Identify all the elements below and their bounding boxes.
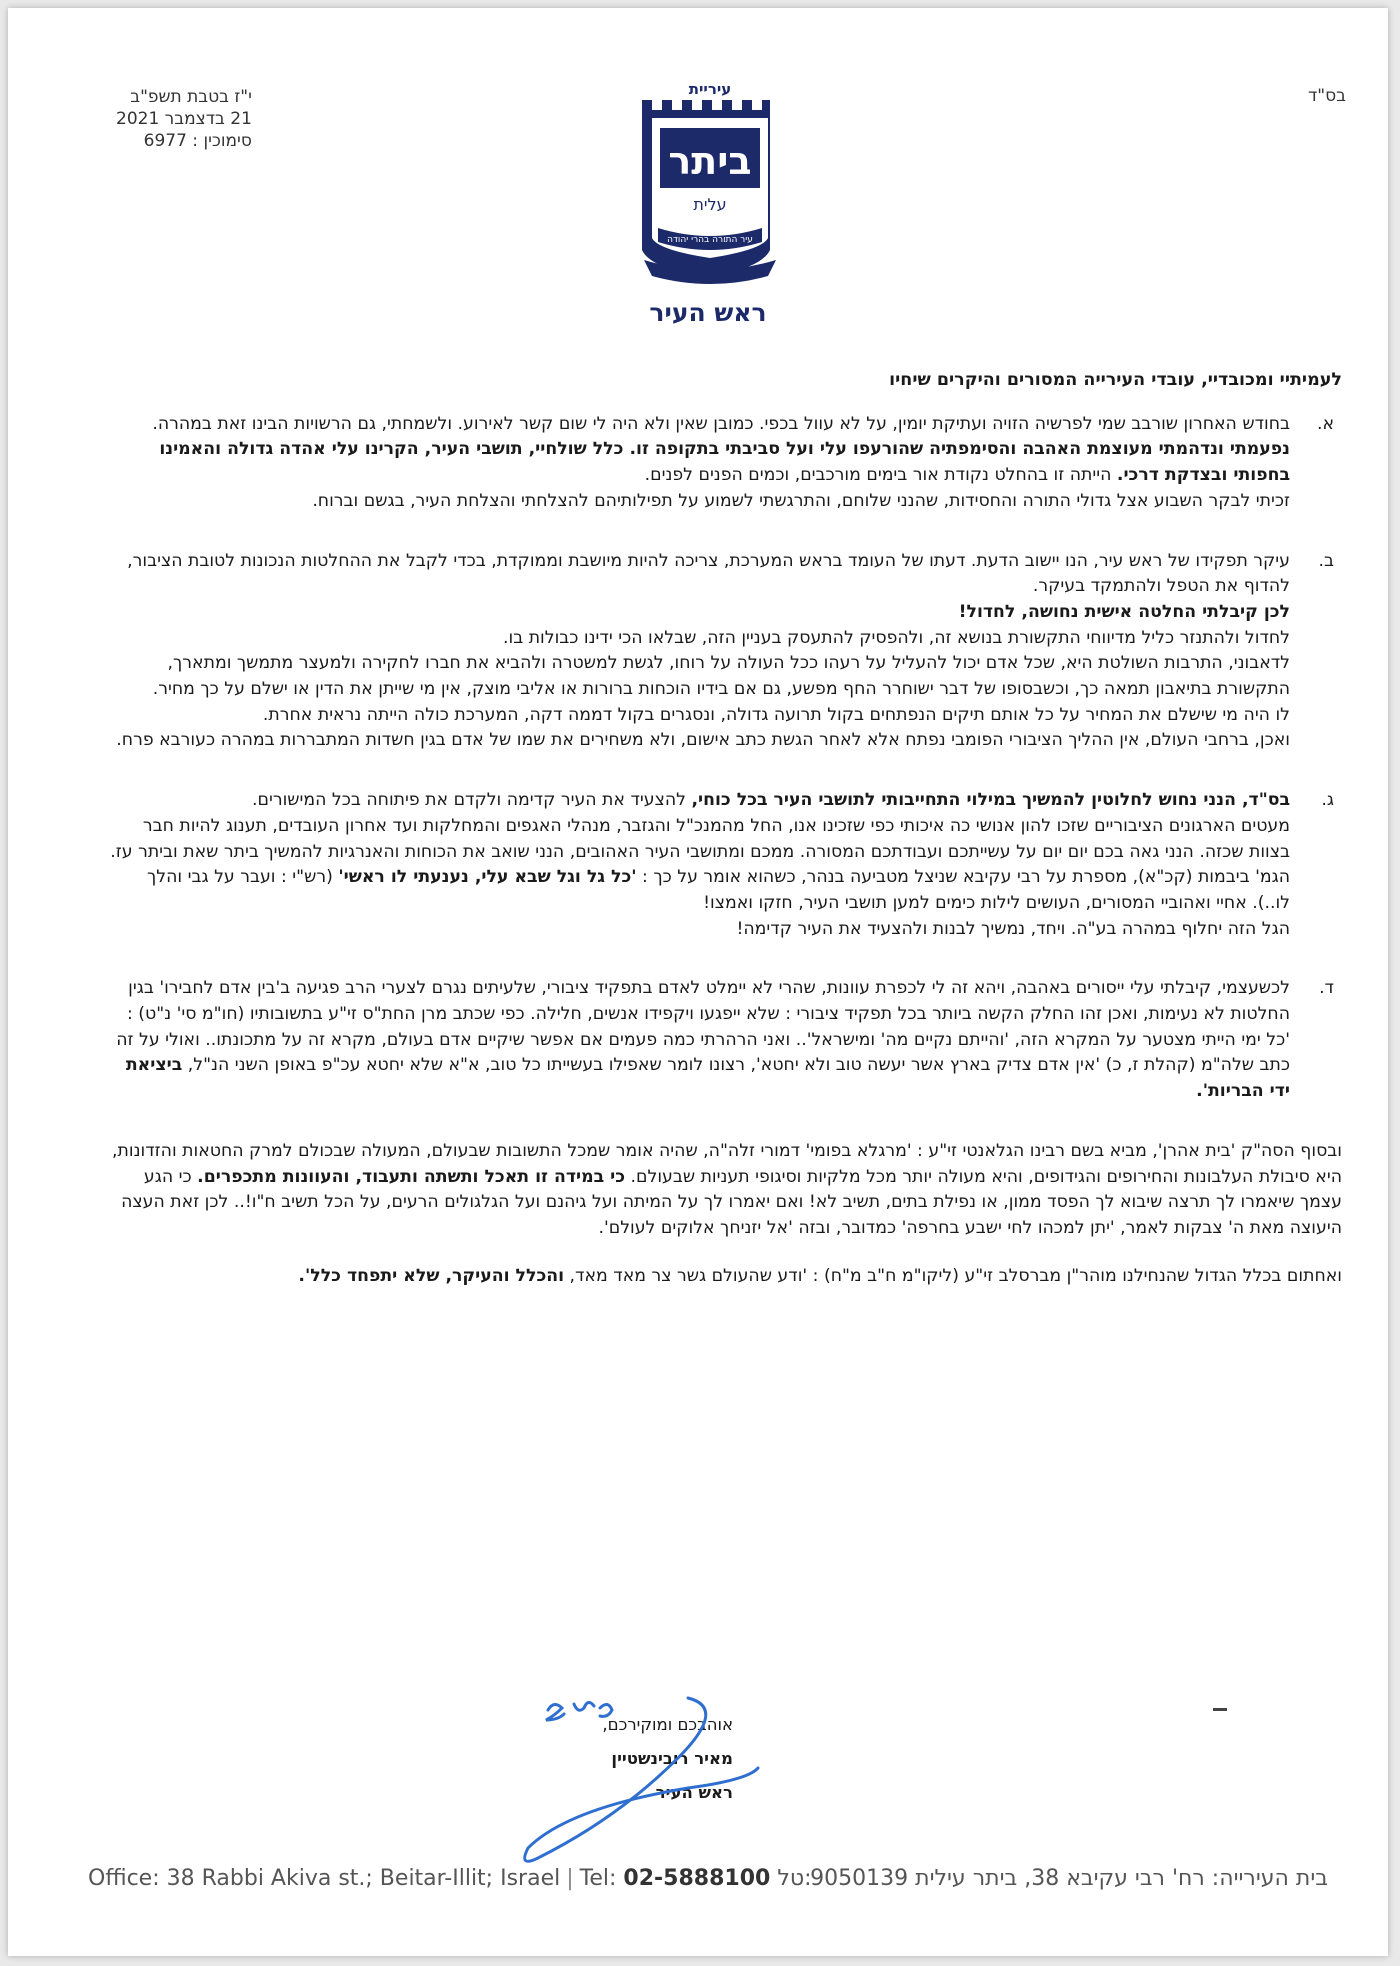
- section-c-p3: [108, 865, 1290, 916]
- gregorian-date: 21 בדצמבר 2021: [116, 109, 252, 129]
- greeting: לעמיתיי ומכובדיי, עובדי העירייה המסורים והיקרים שיחיו: [889, 370, 1342, 390]
- reference-number: סימוכין : 6977: [143, 131, 252, 151]
- section-a-p3: זכיתי לבקר השבוע אצל גדולי התורה והחסידות, שהנני שלוחם, והתרגשתי לשמוע על תפילותיהם להצלחתי והצלחת העיר, בגשם וברוח.: [312, 490, 1290, 511]
- beit-aharon-rest: כי הגע עצמך שיאמרו לך תרצה שיבוא לך הפסד ממון, או נפילת בתים, תשיב לא! ואם יאמרו לך על המיתה ועל גיהנם ועל הגלגולים הרעים, על הכל תשיב ח"ו!.. לכן זאת העצה היעוצה מאת ה' צבקות לאמר, 'יתן למכהו לחי ישבע בחרפה' כמדובר, ובזה 'אל יזניחך אלוקים לעולם'.: [121, 1166, 1342, 1238]
- section-c-p4: הגל הזה יחלוף במהרה בע"ה. ויחד, נמשיך לבנות ולהצעיד את העיר קדימה!: [736, 918, 1290, 939]
- section-c-p3-bold: 'כל גל וגל שבא עלי, נענעתי לו ראשי': [338, 867, 637, 888]
- logo-city-name: ביתר: [668, 139, 752, 183]
- section-a-p2-rest: הייתה זו בהחלט נקודת אור בימים מורכבים, וכמים הפנים לפנים.: [644, 465, 1117, 486]
- section-a-p1: בחודש האחרון שורבב שמי לפרשיה הזויה ועתיקת יומין, על לא עוול בכפי. כמובן שאין ולא היה לי שום קשר לאירוע. ולשמחתי, גם הרשויות הבינו זאת במהרה.: [152, 413, 1290, 434]
- section-letter: ד.: [1319, 978, 1334, 999]
- section-c-p1: [108, 788, 1290, 814]
- footer-english: Office: 38 Rabbi Akiva st.; Beitar-Illit; Israel | Tel: 02-5888100 טל:: [88, 1866, 812, 1891]
- paragraph-closing-quote: [108, 1264, 1342, 1290]
- section-b: [108, 549, 1342, 755]
- section-b-p6: ואכן, ברחבי העולם, אין ההליך הציבורי הפומבי נפתח אלא לאחר הגשת כתב אישום, ולא משחירים את שמו של אדם בגין חשדות המתבררות במהרה כעורבא פרח.: [116, 730, 1290, 751]
- section-b-p2: לכן קיבלתי החלטה אישית נחושה, לחדול!: [958, 601, 1290, 622]
- section-d-p1-text: לכשעצמי, קיבלתי עלי ייסורים באהבה, ויהא זה לי לכפרת עוונות, שהרי לא יימלט לאדם בתפקיד ציבורי, שלעיתים נגרם לצערי הרב פגיעה ב'בין אדם לחבירו' בגין החלטות לא נעימות, ואכן זהו החלק הקשה ביותר בכל תפקיד ציבורי : שלא ייפגעו ויקפידו אנשים, חלילה. כפי שכתב מרן החת"ס זי"ע בתשובותיו (חו"מ סי' נ"ט) : 'כל ימי הייתי מצטער על המקרא הזה, 'והייתם נקיים מה' ומישראל'.. ואני הרהרתי כמה פעמים אם אפשר שיקיים אדם בעולם, מקרא זה על מתכונתו.. ואולי על זה כתב שלה"מ (קהלת ז, כ) 'אין אדם צדיק בארץ אשר יעשה טוב ולא יחטא', רצונו לומר שאפילו בעשייתו כל טוב, א"א שלא יחטא עכ"פ באופן השני הנ"ל,: [116, 978, 1290, 1076]
- section-a-p2: [108, 437, 1290, 488]
- section-a-p2-bold: נפעמתי ונדהמתי מעוצמת האהבה והסימפתיה שהורעפו עלי ועל סביבתי בתקופה זו. כלל שולחיי, תושבי העיר, הקרינו עלי אהדה גדולה והאמינו בחפותי ובצדקת דרכי.: [159, 439, 1290, 486]
- section-c: [108, 788, 1342, 942]
- date-block: [116, 86, 252, 152]
- footer-he-tel: טל:: [777, 1866, 812, 1891]
- section-d-p1-bold: ביציאת ידי הבריות'.: [125, 1055, 1290, 1102]
- bsd-mark: בס"ד: [1308, 86, 1346, 106]
- letter-body: [108, 368, 1342, 1311]
- hebrew-date: י"ז בטבת תשפ"ב: [130, 87, 252, 107]
- section-b-p1: עיקר תפקידו של ראש עיר, הנו יישוב הדעת. דעתו של העומד בראש המערכת, צריכה להיות מיושבת וממוקדת, בכדי לקבל את ההחלטות הנכונות לטובת הציבור, להדוף את הטפל ולהתמקד בעיקר.: [127, 550, 1290, 597]
- signer-name: מאיר רובינשטיין: [611, 1749, 733, 1768]
- municipality-logo: [630, 78, 790, 298]
- footer-tel-label: Tel:: [579, 1866, 617, 1891]
- signer-title: ראש העיר: [655, 1783, 733, 1802]
- logo-sub-name: עלית: [693, 195, 727, 214]
- closing-quote-start: ואחתום בכלל הגדול שהנחילנו מוהר"ן מברסלב זי"ע (ליקו"מ ח"ב מ"ח) : 'ודע שהעולם גשר צר מאד מאד,: [564, 1265, 1342, 1286]
- section-c-p2: מעטים הארגונים הציבוריים שזכו להון אנושי כה איכותי כפי שזכינו אנו, החל מהמנכ"ל והגזבר, מנהלי האגפים והמחלקות ועד אחרון העובדים, תענוג להיות חבר בצוות שכזה. הנני גאה בכם יום יום על עשייתכם ועבודתכם המסורה. ממכם ומתושבי העיר האהובים, הנני שואב את הכוחות והאנרגיות להמשיך ביתר שאת וביתר עז.: [110, 815, 1290, 862]
- section-c-p1-rest: להצעיד את העיר קדימה ולקדם את פיתוחה בכל המישורים.: [252, 790, 692, 811]
- logo-ribbon: עיר התורה בהרי יהודה: [667, 235, 753, 245]
- footer-hebrew-address: בית העירייה: רח' רבי עקיבא 38, ביתר עילית 9050139: [810, 1866, 1328, 1891]
- section-d: [108, 976, 1342, 1105]
- footer: [88, 1866, 1328, 1902]
- handwritten-signature: [488, 1678, 788, 1878]
- section-c-p1-bold: בס"ד, הנני נחוש לחלוטין להמשיך במילוי התחייבותי לתושבי העיר בכל כוחי,: [691, 790, 1290, 811]
- section-letter: ב.: [1318, 550, 1334, 571]
- beit-aharon-start: ובסוף הסה"ק 'בית אהרן', מביא בשם רבינו הגלאנטי זי"ע : 'מרגלא בפומי' דמורי זלה"ה, שהיה אומר שמכל התשובות שבעולם, המעולה שבכולם למרק החטאות והזדונות, היא סיבולת העלבונות והחירופים והגידופים, והיא מעולה יותר מכל מלקיות וסיגופי תעניות שבעולם.: [112, 1140, 1342, 1187]
- mayor-title: ראש העיר: [649, 298, 767, 327]
- section-letter: ג.: [1321, 790, 1334, 811]
- footer-tel-number: 02-5888100: [623, 1866, 771, 1891]
- section-a: [108, 412, 1342, 515]
- section-b-p5: לו היה מי שישלם את המחיר על כל אותם תיקים הנפתחים בקול תרועה גדולה, ונסגרים בקול דממה דקה, המערכת כולה הייתה נראית אחרת.: [262, 704, 1290, 725]
- paragraph-beit-aharon: [108, 1139, 1342, 1242]
- section-b-p4: לדאבוני, התרבות השולטת היא, שכל אדם יכול להעליל על רעהו ככל העולה על רוחו, לגשת למשטרה ולהביא את חברו לחקירה ולמעצר מתמשך ומתארך, התקשורת בתיאבון תמאה כך, וכשבסופו של דבר ישוחרר החף מפשע, גם אם בידיו הוכחות ברורות או אליבי מוצק, אין מי שייתן את הדין או ישלם על כך מחיר.: [152, 653, 1290, 700]
- section-d-p1: [108, 976, 1290, 1105]
- section-b-p3: לחדול ולהתנזר כליל מדיווחי התקשורת בנושא זה, ולהפסיק להתעסק בעניין הזה, שבלאו הכי ידינו כבולות בו.: [503, 627, 1290, 648]
- closing-line: אוהבכם ומוקירכם,: [602, 1715, 733, 1734]
- logo-top-text: עיריית: [688, 80, 732, 98]
- section-c-p3-start: הגמ' ביבמות (קכ"א), מספרת על רבי עקיבא שניצל מטביעה בנהר, כשהוא אומר על כך :: [636, 867, 1290, 888]
- letter-page: [8, 8, 1388, 1956]
- footer-office: Office: 38 Rabbi Akiva st.; Beitar-Illit; Israel: [88, 1866, 561, 1891]
- section-c-p3-rest: (רש"י : ועבר על גבי והלך לו..). אחיי ואהוביי המסורים, העושים לילות כימים למען תושבי העיר, חזקו ואמצו!: [147, 867, 1290, 913]
- divider-dash: [1213, 1708, 1227, 1711]
- beit-aharon-bold: כי במידה זו תאכל ותשתה ותעבוד, והעוונות מתכפרים.: [197, 1166, 626, 1187]
- section-letter: א.: [1316, 413, 1334, 434]
- closing-quote-bold: והכלל והעיקר, שלא יתפחד כלל'.: [298, 1265, 565, 1286]
